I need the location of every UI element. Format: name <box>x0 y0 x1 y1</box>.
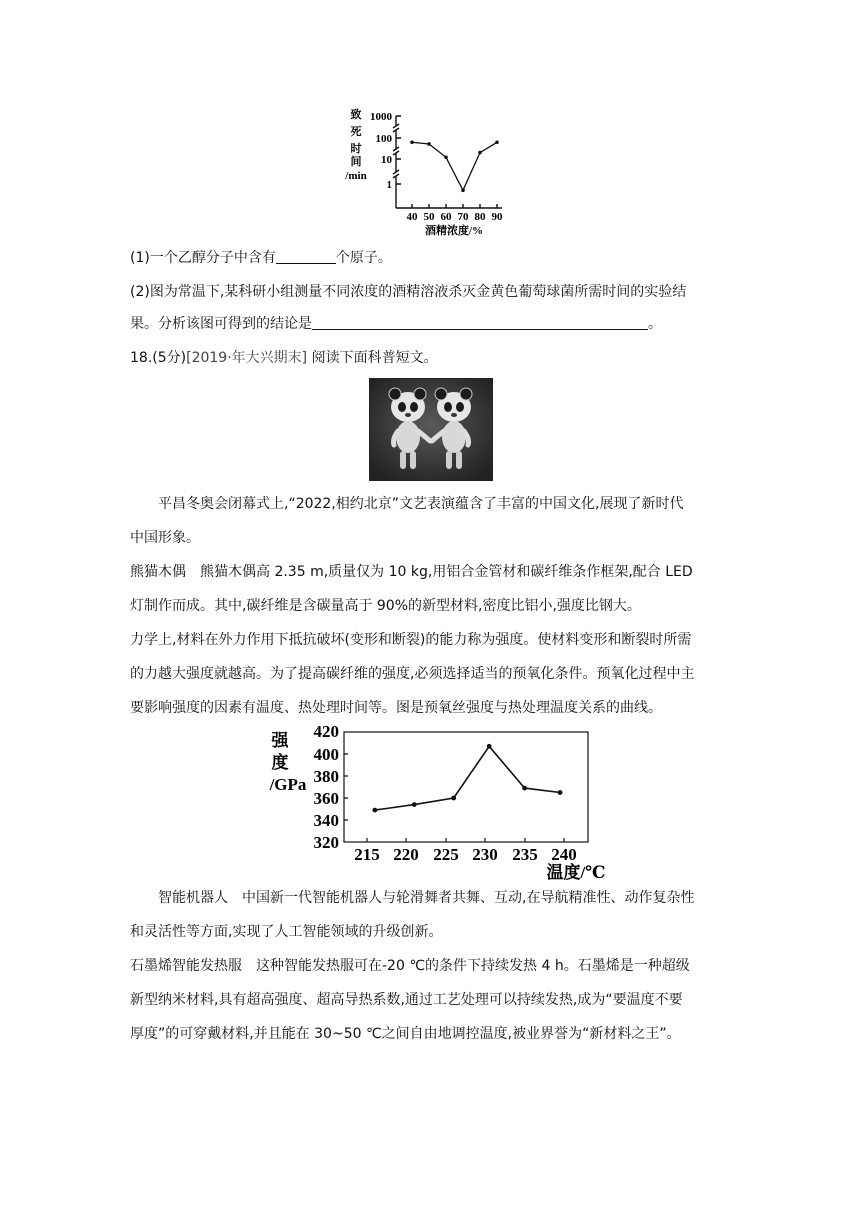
question-2-text: 果。分析该图可得到的结论是 <box>130 316 312 332</box>
chart2-x-tick: 235 <box>512 845 538 864</box>
chart2-x-tick: 230 <box>472 845 498 864</box>
question-number: 18.(5分) <box>130 350 187 366</box>
question-1 <box>130 248 740 268</box>
chart2-series-line <box>375 746 560 810</box>
chart2-y-label <box>269 730 307 794</box>
chart1-y-label-line: 间 <box>350 156 362 168</box>
passage-paragraph-line: 智能机器人 中国新一代智能机器人与轮滑舞者共舞、互动,在导航精准性、动作复杂性 <box>158 890 695 906</box>
panda-puppets-illustration <box>370 379 492 480</box>
chart1-y-label-line: 死 <box>350 126 362 138</box>
question-18-intro: 阅读下面科普短文。 <box>307 350 438 366</box>
chart1-y-label-line: 时 <box>350 143 362 155</box>
chart2-y-label-line: 度 <box>271 753 289 772</box>
chart1-y-tick: 100 <box>375 133 392 145</box>
passage-paragraph-line: 平昌冬奥会闭幕式上,“2022,相约北京”文艺表演蕴含了丰富的中国文化,展现了新时代 <box>158 496 684 512</box>
chart2-y-tick: 420 <box>313 722 339 741</box>
chart1-y-label-line: 致 <box>350 109 362 121</box>
chart2-y-ticks <box>314 722 340 852</box>
chart1-x-tick: 80 <box>474 211 486 223</box>
chart2-data-point <box>487 744 492 749</box>
chart1-series-line <box>412 142 497 190</box>
chart1-x-tick: 50 <box>423 211 435 223</box>
chart2-plot-border <box>344 732 588 842</box>
passage-paragraph-line: 的力越大强度就越高。为了提高碳纤维的强度,必须选择适当的预氧化条件。预氧化过程中主 <box>130 666 695 682</box>
chart2-x-tick: 240 <box>551 845 577 864</box>
chart2-y-tick: 400 <box>313 745 339 764</box>
chart1-data-point <box>410 140 414 144</box>
chart2-x-ticks <box>354 845 577 864</box>
chart2-data-point <box>451 796 456 801</box>
chart1-y-label <box>344 107 366 182</box>
chart2-data-point <box>522 786 527 791</box>
chart2-y-tick: 340 <box>313 811 339 830</box>
chart2-data-point <box>558 790 563 795</box>
panda-puppets-photo <box>369 378 493 481</box>
chart1-y-tick: 1000 <box>370 111 392 123</box>
chart2-x-label: 温度/℃ <box>546 863 606 882</box>
question-1-text: (1)一个乙醇分子中含有 <box>130 250 276 266</box>
chart1-x-tick: 70 <box>457 211 469 223</box>
strength-temperature-chart <box>262 722 612 882</box>
passage-paragraph-line: 石墨烯智能发热服 这种智能发热服可在-20 ℃的条件下持续发热 4 h。石墨烯是一种超级 <box>130 958 690 974</box>
chart2-y-label-line: 强 <box>271 731 289 750</box>
answer-blank[interactable] <box>312 315 648 330</box>
chart1-y-ticks <box>370 111 393 191</box>
chart1-y-tick: 10 <box>381 154 392 166</box>
chart1-data-point <box>461 188 465 192</box>
question-2-line: (2)图为常温下,某科研小组测量不同浓度的酒精溶液杀灭金黄色葡萄球菌所需时间的实验结 <box>130 284 687 300</box>
passage-paragraph-line: 和灵活性等方面,实现了人工智能领域的升级创新。 <box>130 924 443 940</box>
lethal-time-chart <box>330 104 530 240</box>
passage-paragraph-line: 中国形象。 <box>130 530 200 546</box>
chart2-y-tick: 380 <box>313 767 339 786</box>
chart1-x-tick: 40 <box>406 211 418 223</box>
question-1-text-end: 个原子。 <box>335 250 392 266</box>
question-2-end: 。 <box>648 316 662 332</box>
chart1-axes <box>393 116 502 208</box>
passage-paragraph-line: 灯制作而成。其中,碳纤维是含碳量高于 90%的新型材料,密度比铝小,强度比钢大。 <box>130 598 641 614</box>
chart2-marks <box>372 744 562 813</box>
passage-paragraph-line: 熊猫木偶 熊猫木偶高 2.35 m,质量仅为 10 kg,用铝合金管材和碳纤维条作框架,配合 LED <box>130 564 693 580</box>
chart2-y-label-line: /GPa <box>269 775 307 794</box>
chart2-frame <box>344 732 588 842</box>
chart2-x-tick: 225 <box>433 845 459 864</box>
question-2-line <box>130 314 740 334</box>
chart1-data-point <box>444 155 448 159</box>
chart2-x-tick: 215 <box>354 845 380 864</box>
chart1-data-point <box>495 140 499 144</box>
chart1-y-axis <box>393 116 399 208</box>
chart1-y-tick: 1 <box>386 179 392 191</box>
chart1-y-label-line: /min <box>345 170 367 182</box>
passage-paragraph-line: 力学上,材料在外力作用下抵抗破坏(变形和断裂)的能力称为强度。使材料变形和断裂时所需 <box>130 632 692 648</box>
chart2-data-point <box>372 808 377 813</box>
chart2-y-tick: 320 <box>313 833 339 852</box>
chart1-marks <box>410 140 499 192</box>
chart1-data-point <box>478 151 482 155</box>
chart2-data-point <box>412 802 417 807</box>
passage-paragraph-line: 新型纳米材料,具有超高强度、超高导热系数,通过工艺处理可以持续发热,成为“要温度不要 <box>130 992 683 1008</box>
question-source: [2019·年大兴期末] <box>186 350 308 366</box>
chart1-x-tick: 90 <box>491 211 503 223</box>
chart2-y-tick: 360 <box>313 789 339 808</box>
chart1-x-tick: 60 <box>440 211 452 223</box>
chart1-data-point <box>427 142 431 146</box>
answer-blank[interactable] <box>276 249 336 264</box>
chart1-x-label: 酒精浓度/% <box>424 225 484 237</box>
chart1-x-ticks <box>407 211 504 223</box>
chart2-y-tickmarks <box>344 754 348 820</box>
question-18-heading <box>130 348 740 368</box>
passage-paragraph-line: 要影响强度的因素有温度、热处理时间等。图是预氧丝强度与热处理温度关系的曲线。 <box>130 700 662 716</box>
chart2-x-tick: 220 <box>393 845 419 864</box>
passage-paragraph-line: 厚度”的可穿戴材料,并且能在 30~50 ℃之间自由地调控温度,被业界誉为“新材料之王”。 <box>130 1026 681 1042</box>
